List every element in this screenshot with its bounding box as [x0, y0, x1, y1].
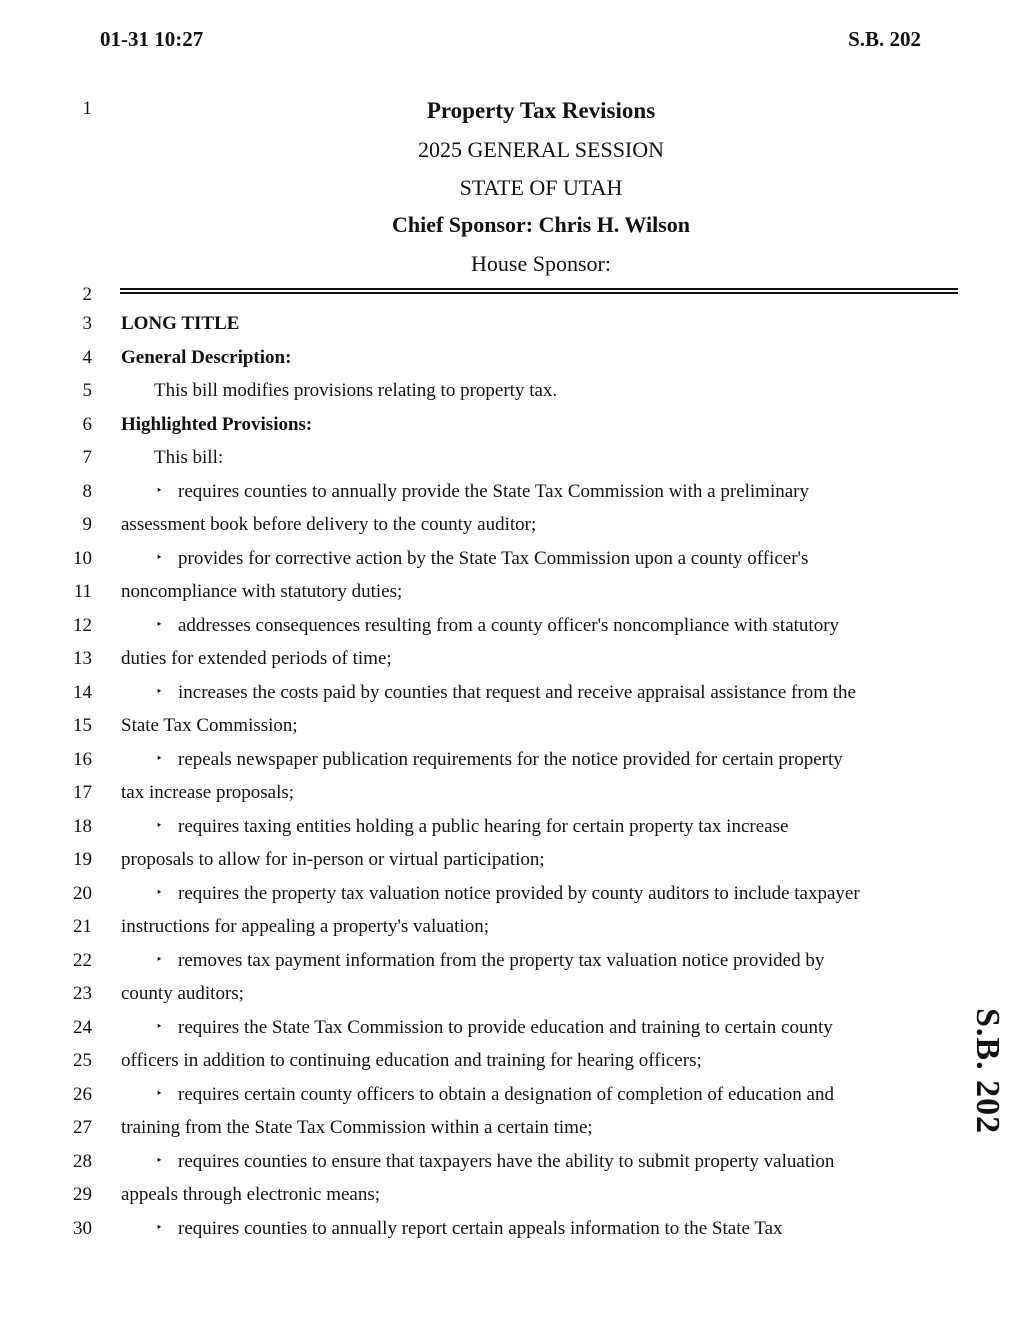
- line-text: State Tax Commission;: [121, 715, 298, 736]
- header-timestamp: 01-31 10:27: [100, 27, 204, 51]
- line-number: 11: [73, 581, 92, 602]
- line-number: 2: [82, 284, 92, 305]
- body-line: [121, 414, 312, 436]
- chief-sponsor: Chief Sponsor: Chris H. Wilson: [391, 212, 691, 237]
- bullet-item-line: [156, 1084, 834, 1106]
- bullet-icon: ‣: [156, 618, 163, 631]
- bullet-icon: ‣: [156, 953, 163, 966]
- state: STATE OF UTAH: [459, 175, 623, 200]
- body-line: [121, 983, 244, 1005]
- side-bill-label: S.B. 202: [969, 1008, 1006, 1135]
- bullet-item-line: [156, 615, 839, 637]
- line-number: 17: [73, 782, 92, 803]
- line-number: 26: [73, 1083, 92, 1105]
- bullet-item-line: [156, 883, 860, 905]
- line-number: 14: [73, 681, 92, 703]
- line-number: 5: [82, 380, 92, 401]
- line-text: This bill:: [154, 447, 224, 468]
- bill-title: Property Tax Revisions: [426, 98, 656, 123]
- body-line: [121, 1117, 593, 1139]
- line-number: 3: [82, 313, 92, 334]
- line-number: 18: [73, 815, 92, 837]
- line-text: requires certain county officers to obtain a designation of completion of education and: [178, 1083, 834, 1105]
- line-text: increases the costs paid by counties that request and receive appraisal assistance from the: [178, 681, 856, 703]
- bullet-item-line: [156, 1017, 833, 1039]
- line-number: 8: [82, 480, 92, 502]
- bullet-icon: ‣: [156, 685, 163, 698]
- body-line: [121, 347, 291, 369]
- line-text: assessment book before delivery to the county auditor;: [121, 514, 537, 535]
- line-number: 9: [82, 514, 92, 535]
- body-line: [121, 916, 489, 938]
- line-text: requires the property tax valuation notice provided by county auditors to include taxpayer: [178, 882, 860, 904]
- body-line: [121, 581, 402, 603]
- line-number: 16: [73, 748, 92, 770]
- line-text: requires counties to annually provide the State Tax Commission with a preliminary: [178, 480, 809, 502]
- body-line: [121, 1184, 380, 1206]
- body-line: [154, 380, 557, 402]
- line-text: officers in addition to continuing education and training for hearing officers;: [121, 1050, 702, 1071]
- bullet-item-line: [156, 682, 856, 704]
- line-number: 28: [73, 1150, 92, 1172]
- bullet-icon: ‣: [156, 484, 163, 497]
- bullet-icon: ‣: [156, 1020, 163, 1033]
- line-number: 13: [73, 648, 92, 669]
- bullet-item-line: [156, 950, 824, 972]
- line-number: 25: [73, 1050, 92, 1071]
- body-line: [121, 313, 239, 335]
- line-text: instructions for appealing a property's valuation;: [121, 916, 490, 937]
- body-line: [121, 715, 298, 737]
- bullet-item-line: [156, 548, 808, 570]
- bullet-icon: ‣: [156, 1221, 163, 1234]
- line-number: 21: [73, 916, 92, 937]
- bullet-item-line: [156, 816, 788, 838]
- line-number: 4: [82, 346, 92, 368]
- line-number: 24: [73, 1016, 92, 1038]
- line-text: appeals through electronic means;: [121, 1184, 381, 1205]
- divider-rule-top: [120, 288, 958, 290]
- line-text: proposals to allow for in-person or virtual participation;: [121, 849, 545, 870]
- divider-rule-bottom: [120, 292, 958, 294]
- line-text: training from the State Tax Commission within a certain time;: [121, 1117, 593, 1138]
- body-line: [121, 514, 536, 536]
- session: 2025 GENERAL SESSION: [417, 137, 665, 162]
- body-line: [121, 1050, 702, 1072]
- line-text: noncompliance with statutory duties;: [121, 581, 403, 602]
- line-number: 12: [73, 614, 92, 636]
- line-text: requires counties to annually report certain appeals information to the State Tax: [178, 1217, 783, 1239]
- line-number: 20: [73, 882, 92, 904]
- bullet-icon: ‣: [156, 819, 163, 832]
- line-number: 15: [73, 715, 92, 736]
- line-text: General Description:: [121, 346, 292, 368]
- line-text: tax increase proposals;: [121, 782, 295, 803]
- line-text: Highlighted Provisions:: [121, 413, 313, 435]
- line-text: requires counties to ensure that taxpayers have the ability to submit property valuation: [178, 1150, 835, 1172]
- line-number: 30: [73, 1217, 92, 1239]
- body-line: [121, 782, 294, 804]
- line-text: duties for extended periods of time;: [121, 648, 392, 669]
- line-number: 7: [82, 447, 92, 468]
- bullet-icon: ‣: [156, 1154, 163, 1167]
- body-line: [121, 648, 392, 670]
- line-number: 6: [82, 413, 92, 435]
- bullet-item-line: [156, 481, 809, 503]
- bullet-icon: ‣: [156, 551, 163, 564]
- line-number: 22: [73, 949, 92, 971]
- bullet-icon: ‣: [156, 886, 163, 899]
- line-number: 29: [73, 1184, 92, 1205]
- bullet-icon: ‣: [156, 1087, 163, 1100]
- line-text: provides for corrective action by the State Tax Commission upon a county officer's: [178, 547, 809, 569]
- line-text: This bill modifies provisions relating to property tax.: [154, 380, 558, 401]
- line-text: addresses consequences resulting from a county officer's noncompliance with statutory: [178, 614, 840, 636]
- body-line: [154, 447, 223, 469]
- bullet-icon: ‣: [156, 752, 163, 765]
- line-number: 23: [73, 983, 92, 1004]
- house-sponsor: House Sponsor:: [471, 251, 611, 276]
- line-text: removes tax payment information from the property tax valuation notice provided by: [178, 949, 825, 971]
- line-text: LONG TITLE: [121, 313, 240, 334]
- bullet-item-line: [156, 1218, 783, 1240]
- line-text: requires the State Tax Commission to provide education and training to certain county: [178, 1016, 833, 1038]
- line-number: 27: [73, 1117, 92, 1138]
- header-bill-number: S.B. 202: [848, 27, 921, 51]
- line-text: requires taxing entities holding a public hearing for certain property tax increase: [178, 815, 789, 837]
- line-text: repeals newspaper publication requirements for the notice provided for certain property: [178, 748, 843, 770]
- body-line: [121, 849, 545, 871]
- line-text: county auditors;: [121, 983, 244, 1004]
- line-number: 1: [82, 98, 92, 119]
- bullet-item-line: [156, 749, 843, 771]
- bullet-item-line: [156, 1151, 834, 1173]
- line-number: 19: [73, 849, 92, 870]
- line-number: 10: [73, 547, 92, 569]
